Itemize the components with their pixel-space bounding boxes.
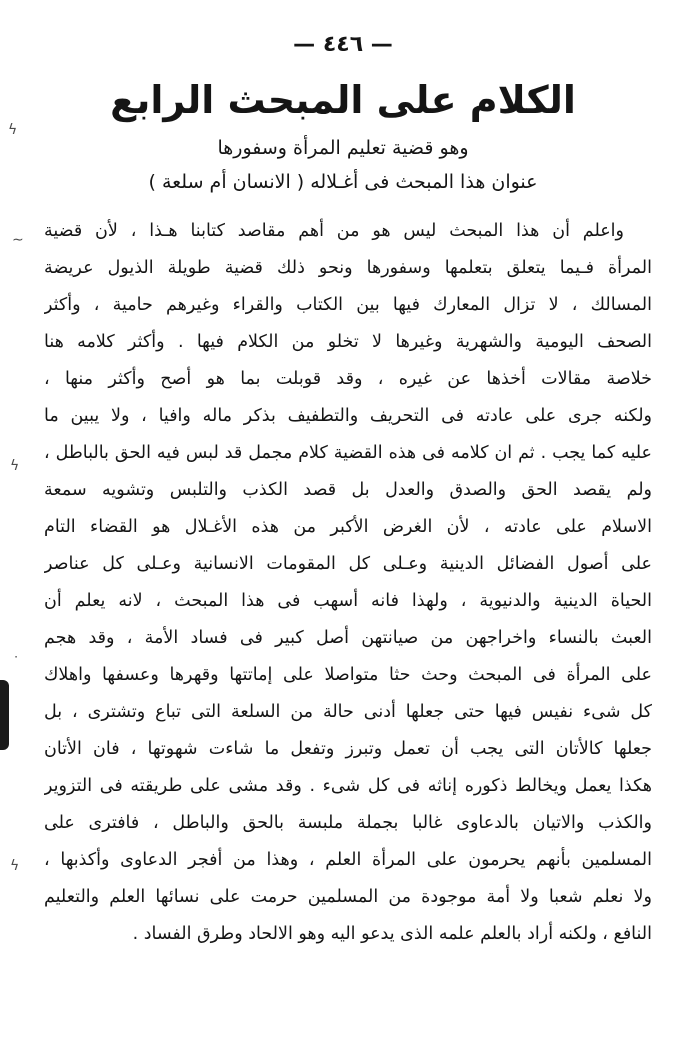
page-number: — ٤٤٦ —: [293, 32, 393, 57]
body-line: خلاصة مقالات أخذها عن غيره ، وقد قوبلت بما هو أصح وأكثر منها ،: [44, 369, 652, 389]
body-text: [44, 213, 652, 953]
body-line: العبث بالنساء واخراجهن من صيانتهن أصل كبير فى فساد الأمة ، وقد هجم: [44, 628, 652, 648]
body-line: النافع ، ولكنه أراد بالعلم علمه الذى يدعو اليه وهو الالحاد وطرق الفساد .: [132, 924, 652, 944]
body-line: ولكنه جرى على عادته فى التحريف والتطفيف بذكر ماله وافيا ، ولا يبين ما: [44, 406, 652, 426]
body-line: عليه كما يجب . ثم ان كلامه فى هذه القضية كلام مجمل قد لبس فيه الحق بالباطل ،: [44, 443, 652, 463]
body-line: جعلها كالأتان التى يجب أن تعمل وتبرز وتفعل ما شاءت شهوتها ، فان الأتان: [44, 739, 652, 759]
body-line: على أصول الفضائل الدينية وعـلى كل المقومات الانسانية وعـلى كل عناصر: [44, 554, 652, 574]
body-line: المسالك ، لا تزال المعارك فيها بين الكتاب والقراء وغيرهم حامية ، وأكثر: [44, 295, 652, 315]
body-line: الحياة الدينية والدنيوية ، ولهذا فانه أسهب فى هذا المبحث ، لانه يعلم أن: [44, 591, 652, 611]
margin-mark: ϟ: [10, 458, 20, 474]
body-line: كل شىء نفيس فيها حتى جعلها أدنى حالة من السلعة التى تباع وتشترى ، بل: [44, 702, 652, 722]
body-line: الاسلام على عادته ، لأن الغرض الأكبر من هذه الأغـلال هو القضاء التام: [44, 517, 652, 537]
body-line: المرأة فـيما يتعلق بتعلمها وسفورها ونحو ذلك قضية طويلة الذيول عريضة: [44, 258, 652, 278]
body-line: واعلم أن هذا المبحث ليس هو من أهم مقاصد كتابنا هـذا ، لأن قضية: [44, 221, 624, 241]
margin-mark: ᐧ: [14, 650, 18, 666]
body-line: على المرأة فى المبحث وحث حثا متواصلا على إماتتها وقهرها وعسفها واهلاك: [44, 665, 652, 685]
body-line: ولم يقصد الحق والصدق والعدل بل قصد الكذب والتلبس وتشويه سمعة: [44, 480, 652, 500]
chapter-title: الكلام على المبحث الرابع: [110, 78, 576, 122]
body-line: هكذا يعمل ويخالط ذكوره إناثه فى كل شىء . وقد مشى على طريقته فى التزوير: [44, 776, 652, 796]
body-line: والكذب والاتيان بالدعاوى غالبا بجملة ملبسة بالحق والباطل ، فافترى على: [44, 813, 652, 833]
section-heading: عنوان هذا المبحث فى أغـلاله ( الانسان أم سلعة ): [148, 171, 538, 193]
body-line: ولا نعلم شعبا ولا أمة موجودة من المسلمين حرمت على نسائها العلم والتعليم: [44, 887, 652, 907]
body-line: المسلمين بأنهم يحرمون على المرأة العلم ، وهذا من أفجر الدعاوى وأكذبها ،: [44, 850, 652, 870]
body-line: الصحف اليومية والشهرية وغيرها لا تخلو من الكلام فيها . وأكثر كلامه هنا: [44, 332, 652, 352]
binding-edge: [0, 680, 9, 750]
chapter-subtitle: وهو قضية تعليم المرأة وسفورها: [217, 137, 469, 159]
margin-mark: ϟ: [10, 858, 20, 874]
margin-mark: ∽: [12, 232, 24, 248]
margin-mark: ϟ: [8, 122, 18, 138]
